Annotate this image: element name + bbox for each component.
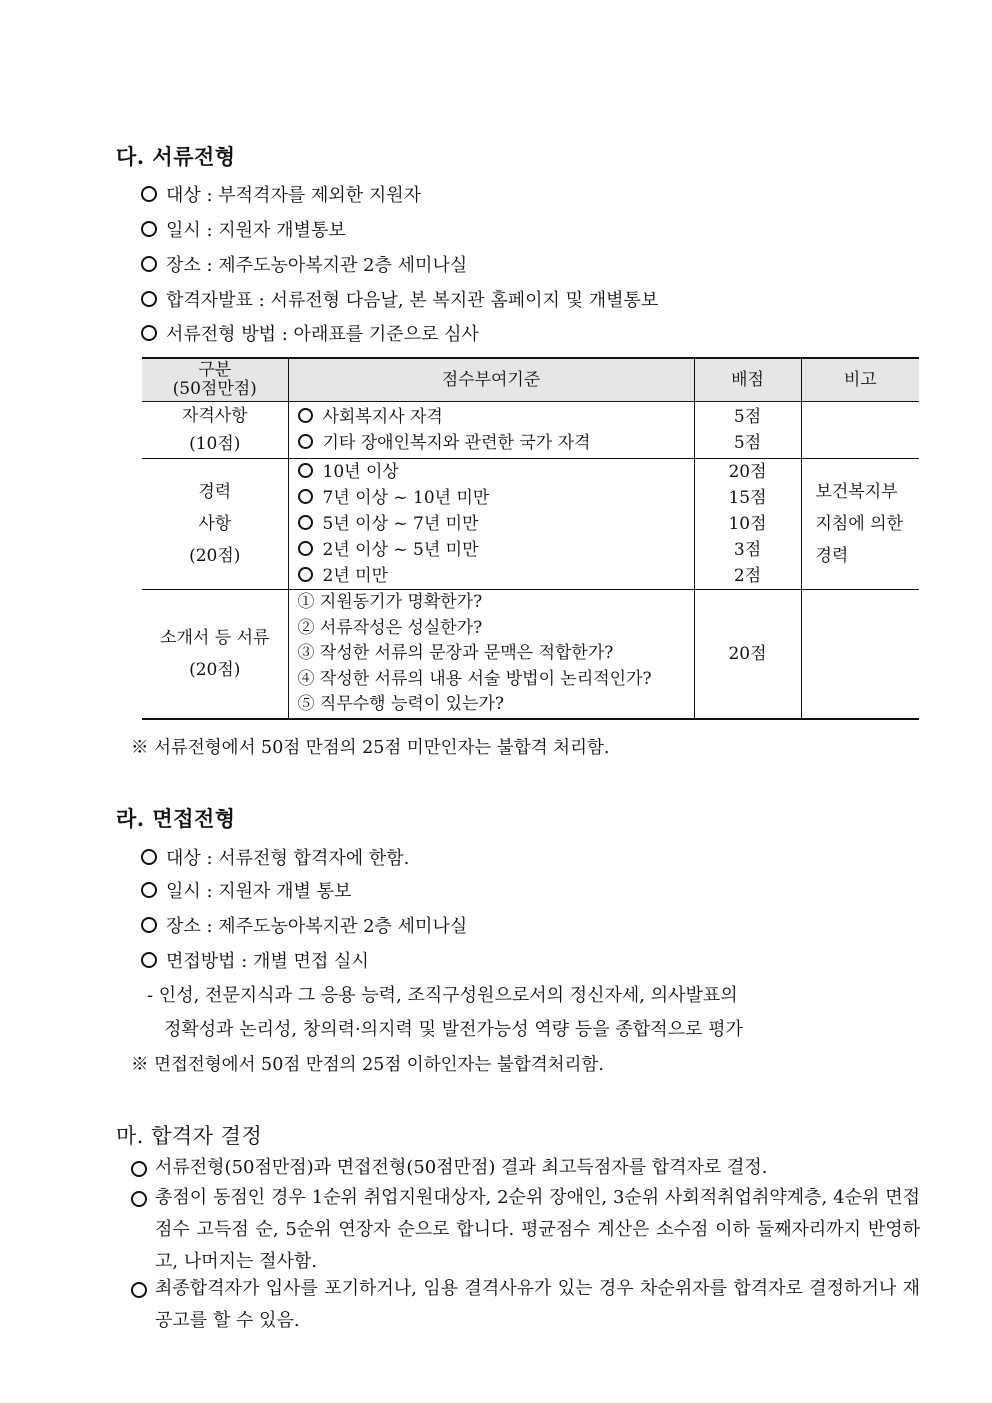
row-points: 20점 xyxy=(694,590,801,719)
circle-bullet-icon xyxy=(298,567,313,582)
section-ra-dash-line-1: - 인성, 전문지식과 그 응용 능력, 조직구성원으로서의 정신자세, 의사발표의 xyxy=(147,985,738,1006)
header-criteria: 점수부여기준 xyxy=(288,358,694,402)
circle-bullet-icon xyxy=(141,849,157,865)
circle-bullet-icon xyxy=(141,256,157,272)
circle-bullet-icon xyxy=(298,434,313,449)
circle-bullet-icon xyxy=(141,917,157,933)
circle-bullet-icon xyxy=(131,1282,147,1298)
header-remarks: 비고 xyxy=(801,358,919,402)
row-criteria: ① 지원동기가 명확한가? ② 서류작성은 성실한가? ③ 작성한 서류의 문장과 문맥은 적합한가? ④ 작성한 서류의 내용 서술 방법이 논리적인가? ⑤ 직무수행 능력이 있는가? xyxy=(288,590,694,719)
row-criteria: 10년 이상 7년 이상 ~ 10년 미만 5년 이상 ~ 7년 미만 2년 이상 ~ 5년 미만 2년 미만 xyxy=(288,459,694,590)
circle-bullet-icon xyxy=(298,489,313,504)
section-ra-item-target: 대상 : 서류전형 합격자에 한함. xyxy=(141,844,409,870)
circle-bullet-icon xyxy=(298,515,313,530)
row-category: 자격사항 (10점) xyxy=(142,402,288,459)
section-ra-note: ※ 면접전형에서 50점 만점의 25점 이하인자는 불합격처리함. xyxy=(131,1055,604,1075)
section-da-title: 다. 서류전형 xyxy=(116,144,236,169)
circle-bullet-icon xyxy=(141,952,157,968)
circle-bullet-icon xyxy=(298,541,313,556)
row-category: 경력 사항 (20점) xyxy=(142,459,288,590)
section-ra-item-date: 일시 : 지원자 개별 통보 xyxy=(141,877,351,903)
table-row xyxy=(142,590,919,719)
section-da-item-target: 대상 : 부적격자를 제외한 지원자 xyxy=(141,181,421,207)
section-ma-item-3: 최종합격자가 입사를 포기하거나, 임용 결격사유가 있는 경우 차순위자를 합격자로 결정하거나 재공고를 할 수 있음. xyxy=(131,1273,920,1337)
row-points: 20점 15점 10점 3점 2점 xyxy=(694,459,801,590)
circle-bullet-icon xyxy=(141,221,157,237)
section-ra-item-place: 장소 : 제주도농아복지관 2층 세미나실 xyxy=(141,912,467,938)
section-ra-item-method: 면접방법 : 개별 면접 실시 xyxy=(141,947,369,973)
table-row xyxy=(142,402,919,459)
circle-bullet-icon xyxy=(131,1161,147,1177)
section-ra-title: 라. 면접전형 xyxy=(116,806,236,831)
circle-bullet-icon xyxy=(141,186,157,202)
section-da-item-date: 일시 : 지원자 개별통보 xyxy=(141,216,346,242)
section-da-item-place: 장소 : 제주도농아복지관 2층 세미나실 xyxy=(141,251,467,277)
section-da-item-method: 서류전형 방법 : 아래표를 기준으로 심사 xyxy=(141,320,479,346)
table-header-row xyxy=(142,358,919,402)
circle-bullet-icon xyxy=(298,408,313,423)
circle-bullet-icon xyxy=(141,882,157,898)
table-row xyxy=(142,459,919,590)
circle-bullet-icon xyxy=(131,1191,147,1207)
score-criteria-table xyxy=(142,357,919,720)
section-ma-title: 마. 합격자 결정 xyxy=(116,1124,263,1148)
circle-bullet-icon xyxy=(298,463,313,478)
circle-bullet-icon xyxy=(141,291,157,307)
row-points: 5점 5점 xyxy=(694,402,801,459)
row-category: 소개서 등 서류 (20점) xyxy=(142,590,288,719)
header-category: 구분 (50점만점) xyxy=(142,358,288,402)
header-points: 배점 xyxy=(694,358,801,402)
section-ma-item-2: 총점이 동점인 경우 1순위 취업지원대상자, 2순위 장애인, 3순위 사회적취업취약계층, 4순위 면접점수 고득점 순, 5순위 연장자 순으로 합니다. 평균점수 계산은 소수점 이하 둘째자리까지 반영하고, 나머지는 절사함. xyxy=(131,1182,920,1278)
section-da-item-announcement: 합격자발표 : 서류전형 다음날, 본 복지관 홈페이지 및 개별통보 xyxy=(141,286,658,312)
section-ra-dash-line-2: 정확성과 논리성, 창의력·의지력 및 발전가능성 역량 등을 종합적으로 평가 xyxy=(164,1019,743,1040)
section-ma-item-1: 서류전형(50점만점)과 면접전형(50점만점) 결과 최고득점자를 합격자로 결정. xyxy=(131,1152,920,1184)
row-remarks: 보건복지부 지침에 의한 경력 xyxy=(801,459,919,590)
row-remarks xyxy=(801,402,919,459)
circle-bullet-icon xyxy=(141,325,157,341)
row-criteria: 사회복지사 자격 기타 장애인복지와 관련한 국가 자격 xyxy=(288,402,694,459)
section-da-note: ※ 서류전형에서 50점 만점의 25점 미만인자는 불합격 처리함. xyxy=(131,738,610,758)
row-remarks xyxy=(801,590,919,719)
